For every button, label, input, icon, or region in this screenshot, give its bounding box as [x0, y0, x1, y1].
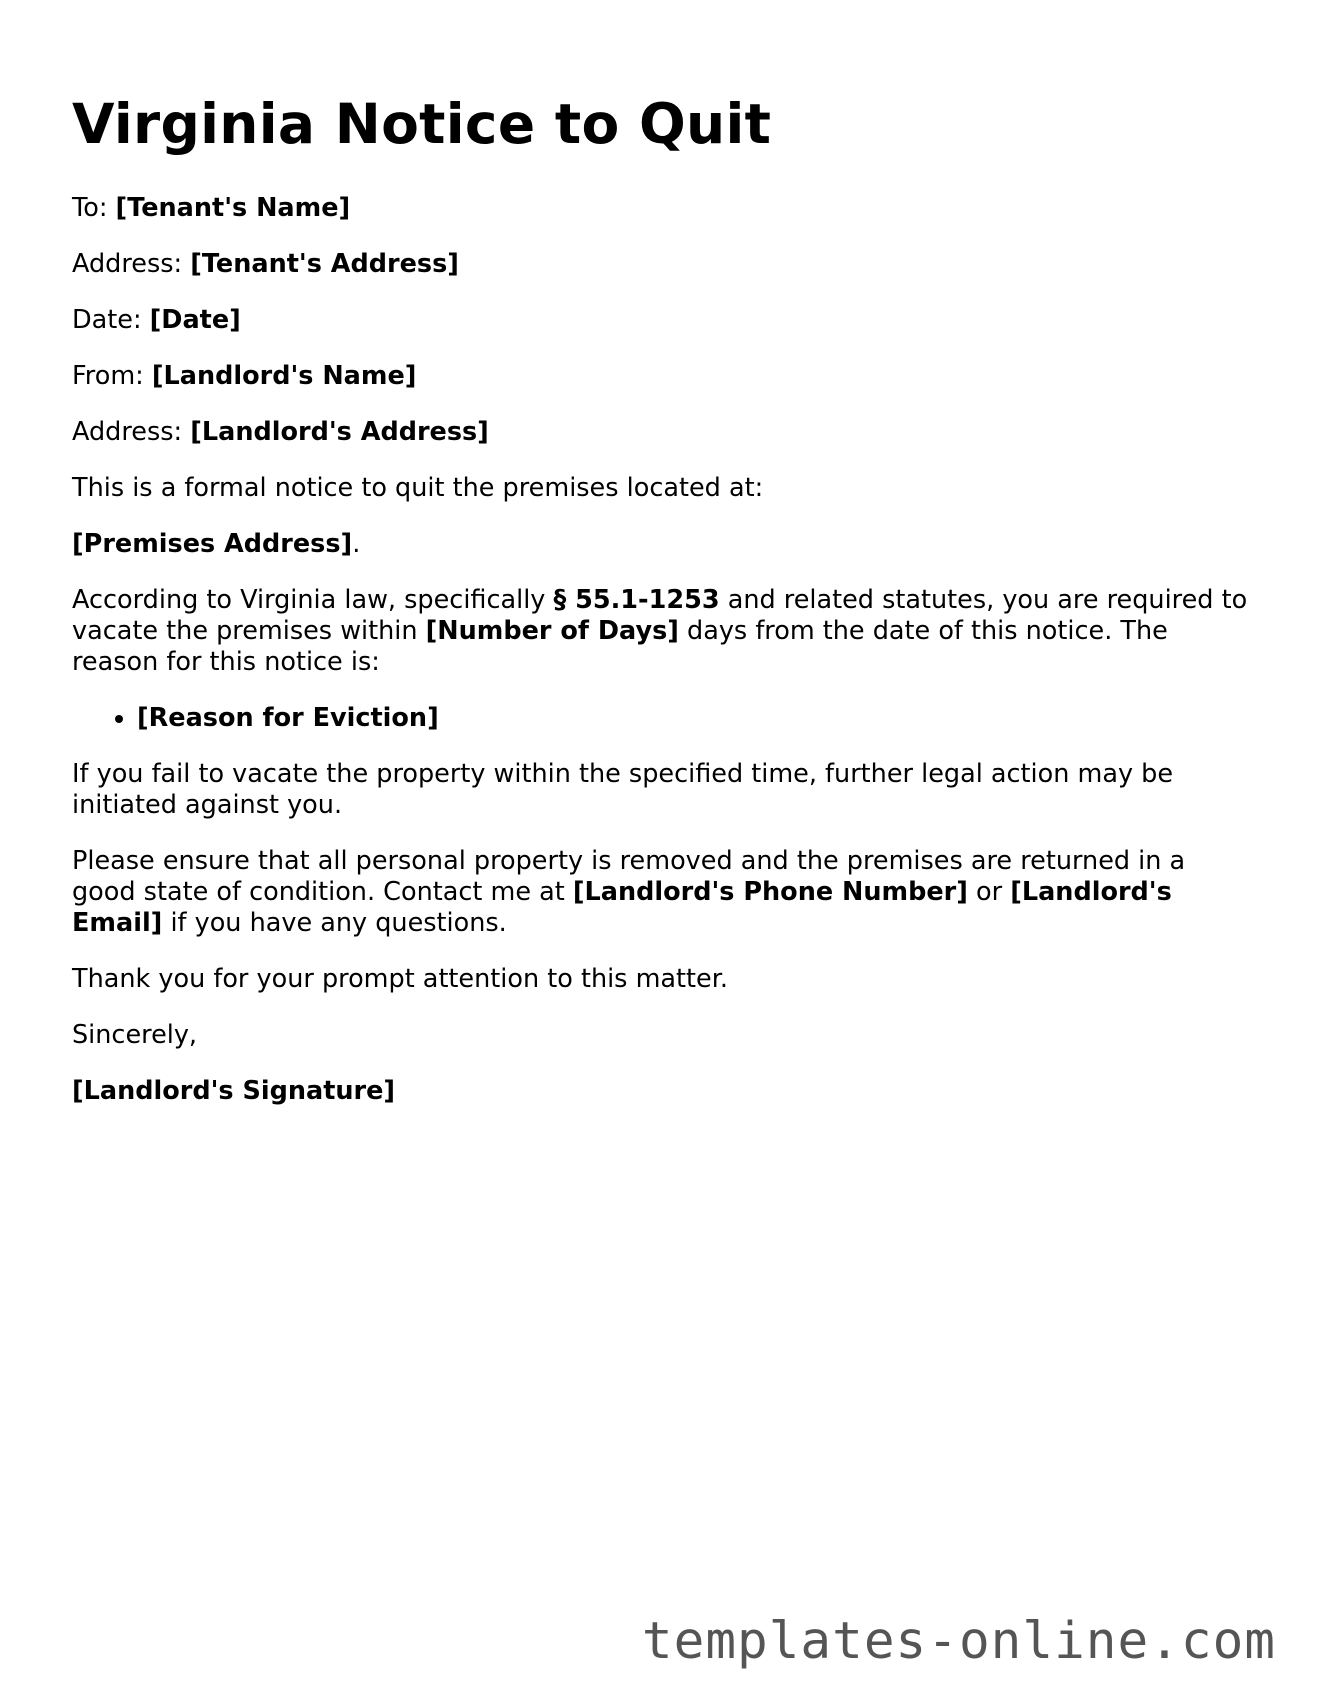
from-label: From:: [72, 361, 152, 391]
premises-suffix: .: [352, 529, 361, 559]
reason-list: [72, 703, 1248, 734]
date-placeholder: [Date]: [149, 305, 241, 335]
signature-text: [Landlord's Signature]: [72, 1076, 396, 1106]
list-item: [137, 703, 1248, 734]
landlord-address-label: Address:: [72, 417, 191, 447]
ensure-text-1: Please ensure that all personal property is removed and the premises are returned in a good state of condition. Contact me at: [72, 846, 1186, 907]
landlord-address-line: [72, 417, 1248, 448]
date-label: Date:: [72, 305, 150, 335]
tenant-address-line: [72, 249, 1248, 280]
ensure-text-2: if you have any questions.: [162, 908, 507, 938]
to-line: [72, 193, 1248, 224]
ensure-paragraph: [72, 846, 1248, 939]
premises-address-placeholder: [Premises Address]: [72, 529, 353, 559]
reason-placeholder: [Reason for Eviction]: [137, 703, 439, 733]
document-page: [72, 0, 1248, 1107]
failure-paragraph: If you fail to vacate the property within the specified time, further legal action may be initiated against you.: [72, 759, 1174, 820]
date-line: [72, 305, 1248, 336]
number-of-days-placeholder: [Number of Days]: [425, 616, 679, 646]
closing-line: Sincerely,: [72, 1020, 198, 1050]
document-title: Virginia Notice to Quit: [72, 92, 772, 156]
law-paragraph: [72, 585, 1248, 678]
law-text-2: and related statutes, you are required to vacate the premises within: [72, 585, 1248, 646]
law-text-3: days from the date of this notice. The reason for this notice is:: [72, 616, 1168, 677]
to-label: To:: [72, 193, 116, 223]
landlord-email-placeholder: [Landlord's Email]: [72, 877, 1172, 938]
from-line: [72, 361, 1248, 392]
premises-line: [72, 529, 1248, 560]
tenant-address-label: Address:: [72, 249, 191, 279]
tenant-address-placeholder: [Tenant's Address]: [190, 249, 459, 279]
signature-placeholder: [72, 1076, 1248, 1107]
statute-reference: § 55.1-1253: [553, 585, 720, 615]
notice-intro: This is a formal notice to quit the premises located at:: [72, 473, 764, 503]
tenant-name-placeholder: [Tenant's Name]: [115, 193, 351, 223]
law-text-1: According to Virginia law, specifically: [72, 585, 554, 615]
landlord-address-placeholder: [Landlord's Address]: [190, 417, 489, 447]
thanks-line: Thank you for your prompt attention to this matter.: [72, 964, 728, 994]
landlord-name-placeholder: [Landlord's Name]: [151, 361, 417, 391]
watermark: templates-online.com: [641, 1612, 1276, 1671]
landlord-phone-placeholder: [Landlord's Phone Number]: [572, 877, 968, 907]
ensure-or: or: [967, 877, 1011, 907]
